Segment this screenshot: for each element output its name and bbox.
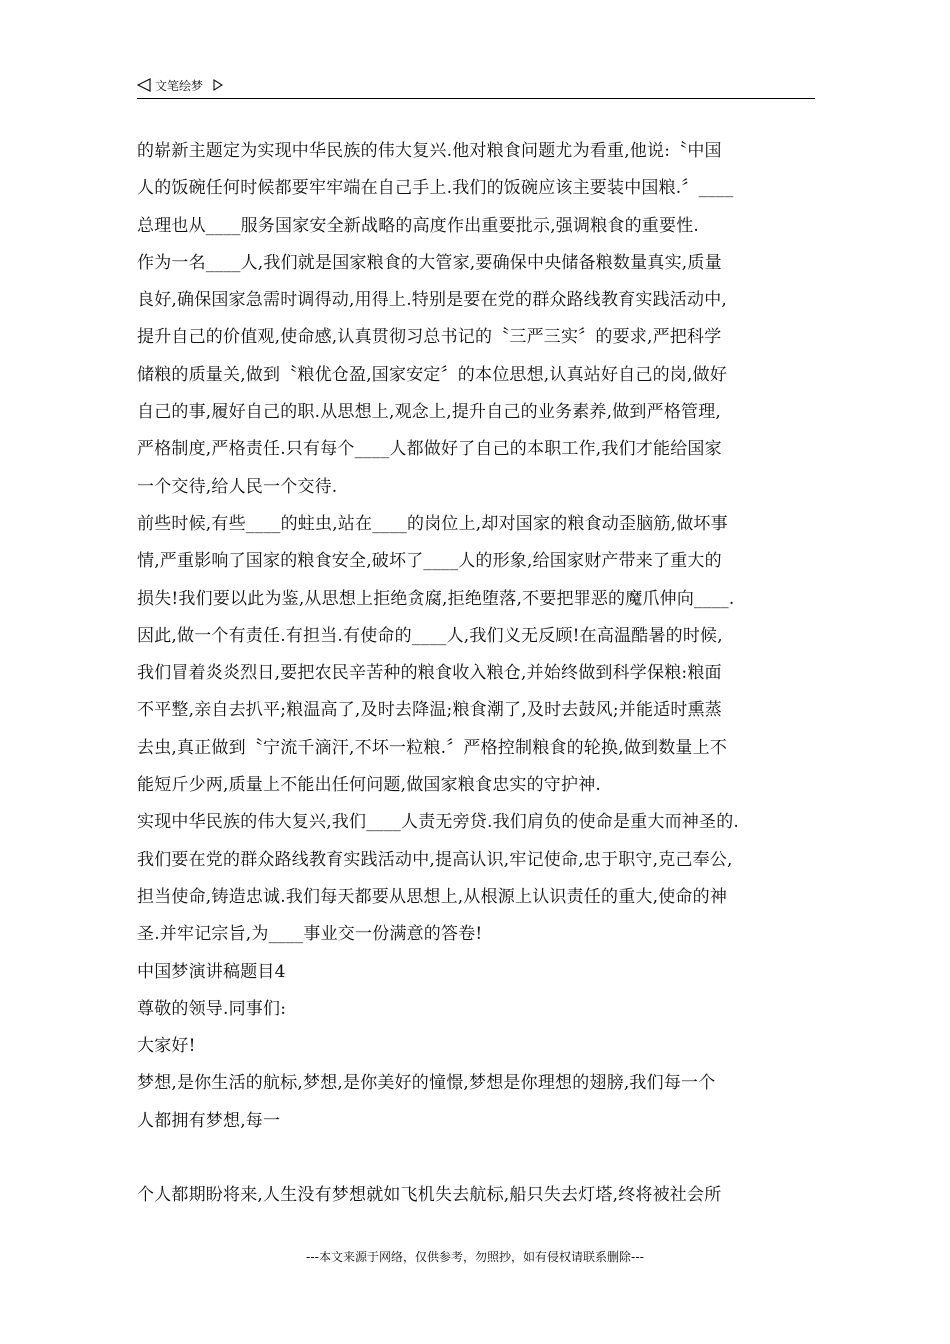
text-line: 自己的事,履好自己的职.从思想上,观念上,提升自己的业务素养,做到严格管理, xyxy=(137,402,722,423)
triangle-left-icon xyxy=(137,78,151,92)
text-line: 去虫,真正做到〝宁流千滴汗,不坏一粒粮.〞严格控制粮食的轮换,做到数量上不 xyxy=(137,737,728,758)
text-line: 担当使命,铸造忠诚.我们每天都要从思想上,从根源上认识责任的重大,使命的神 xyxy=(137,886,728,907)
text-line: 严格制度,严格责任.只有每个____人都做好了自己的本职工作,我们才能给国家 xyxy=(137,439,722,460)
text-line: 能短斤少两,质量上不能出任何问题,做国家粮食忠实的守护神. xyxy=(137,775,602,796)
triangle-right-icon xyxy=(213,79,223,91)
section-title: 中国梦演讲稿题目4 xyxy=(137,961,286,982)
page-footer: ---本文来源于网络，仅供参考，勿照抄，如有侵权请联系删除--- xyxy=(306,1250,644,1264)
text-line: 圣.并牢记宗旨,为____事业交一份满意的答卷! xyxy=(137,924,483,945)
header-brand xyxy=(137,76,223,94)
page-header xyxy=(137,74,815,99)
text-line: 前些时候,有些____的蛀虫,站在____的岗位上,却对国家的粮食动歪脑筋,做坏事 xyxy=(137,513,728,534)
header-title: 文笔绘梦 xyxy=(155,78,204,93)
text-line: 人的饭碗任何时候都要牢牢端在自己手上.我们的饭碗应该主要装中国粮.〞____ xyxy=(137,178,734,199)
text-line: 情,严重影响了国家的粮食安全,破坏了____人的形象,给国家财产带来了重大的 xyxy=(137,551,722,572)
text-line: 因此,做一个有责任.有担当.有使命的____人,我们义无反顾!在高温酷暑的时候, xyxy=(137,625,723,646)
text-line: 作为一名____人,我们就是国家粮食的大管家,要确保中央储备粮数量真实,质量 xyxy=(137,252,722,273)
text-line: 良好,确保国家急需时调得动,用得上.特别是要在党的群众路线教育实践活动中, xyxy=(137,290,728,311)
text-line: 梦想,是你生活的航标,梦想,是你美好的憧憬,梦想是你理想的翅膀,我们每一个 xyxy=(137,1073,716,1094)
text-line-content: 个人都期盼将来,人生没有梦想就如飞机失去航标,船只失去灯塔,终将被社会所 xyxy=(137,1185,722,1206)
text-line: 不平整,亲自去扒平;粮温高了,及时去降温;粮食潮了,及时去鼓风;并能适时熏蒸 xyxy=(137,700,722,721)
salutation: 尊敬的领导.同事们: xyxy=(137,998,287,1019)
text-line: 一个交待,给人民一个交待. xyxy=(137,476,338,497)
text-line: 储粮的质量关,做到〝粮优仓盈,国家安定〞的本位思想,认真站好自己的岗,做好 xyxy=(137,364,728,385)
text-line: 人都拥有梦想,每一 xyxy=(137,1110,281,1131)
document-body xyxy=(137,133,817,1215)
text-line: 总理也从____服务国家安全新战略的高度作出重要批示,强调粮食的重要性. xyxy=(137,215,700,236)
text-line: 提升自己的价值观,使命感,认真贯彻习总书记的〝三严三实〞的要求,严把科学 xyxy=(137,327,722,348)
text-line: 我们要在党的群众路线教育实践活动中,提高认识,牢记使命,忠于职守,克己奉公, xyxy=(137,849,733,870)
text-line xyxy=(137,1140,817,1215)
text-line: 我们冒着炎炎烈日,要把农民辛苦种的粮食收入粮仓,并始终做到科学保粮:粮面 xyxy=(137,663,722,684)
greeting: 大家好! xyxy=(137,1036,196,1057)
text-line: 的崭新主题定为实现中华民族的伟大复兴.他对粮食问题尤为看重,他说:〝中国 xyxy=(137,141,722,161)
text-line: 损失!我们要以此为鉴,从思想上拒绝贪腐,拒绝堕落,不要把罪恶的魔爪伸向____. xyxy=(137,588,735,609)
text-line: 实现中华民族的伟大复兴,我们____人责无旁贷.我们肩负的使命是重大而神圣的. xyxy=(137,812,740,833)
